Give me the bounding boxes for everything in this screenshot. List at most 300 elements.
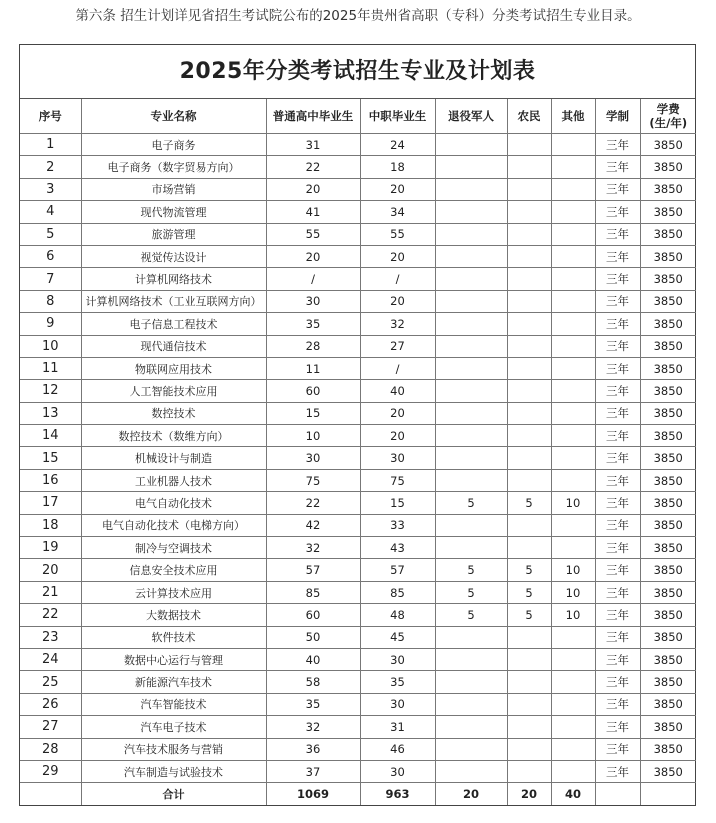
farmer-cell: 5	[507, 581, 551, 603]
regular-cell: 40	[266, 648, 360, 670]
tuition-cell: 3850	[640, 514, 696, 536]
duration-cell: 三年	[595, 335, 640, 357]
veteran-cell: 5	[435, 604, 507, 626]
header-veterans: 退役军人	[435, 99, 507, 134]
tuition-cell: 3850	[640, 425, 696, 447]
major-cell: 现代通信技术	[81, 335, 266, 357]
table-row	[20, 604, 696, 626]
farmer-cell	[507, 671, 551, 693]
table-row	[20, 380, 696, 402]
seq-cell: 20	[20, 559, 81, 581]
veteran-cell	[435, 223, 507, 245]
major-cell: 计算机网络技术	[81, 268, 266, 290]
header-duration: 学制	[595, 99, 640, 134]
other-cell	[551, 738, 595, 760]
other-cell	[551, 290, 595, 312]
other-cell	[551, 380, 595, 402]
tuition-cell: 3850	[640, 156, 696, 178]
major-cell: 视觉传达设计	[81, 245, 266, 267]
tuition-cell: 3850	[640, 178, 696, 200]
enrollment-plan-table	[20, 99, 696, 805]
vocational-cell: 20	[360, 290, 435, 312]
table-row	[20, 559, 696, 581]
regular-cell: 60	[266, 604, 360, 626]
farmer-cell	[507, 313, 551, 335]
vocational-cell: 20	[360, 178, 435, 200]
other-cell	[551, 156, 595, 178]
major-cell: 大数据技术	[81, 604, 266, 626]
regular-cell: 20	[266, 178, 360, 200]
farmer-cell	[507, 469, 551, 491]
tuition-cell: 3850	[640, 671, 696, 693]
major-cell: 汽车制造与试验技术	[81, 760, 266, 782]
tuition-cell: 3850	[640, 357, 696, 379]
duration-cell: 三年	[595, 604, 640, 626]
major-cell: 电子商务（数字贸易方向）	[81, 156, 266, 178]
major-cell: 计算机网络技术（工业互联网方向）	[81, 290, 266, 312]
major-cell: 数控技术（数维方向）	[81, 425, 266, 447]
regular-cell: 58	[266, 671, 360, 693]
duration-cell: 三年	[595, 268, 640, 290]
plan-table-frame	[19, 44, 696, 806]
other-cell	[551, 447, 595, 469]
veteran-cell	[435, 268, 507, 290]
major-cell: 电气自动化技术	[81, 492, 266, 514]
tuition-cell: 3850	[640, 245, 696, 267]
header-farmers: 农民	[507, 99, 551, 134]
other-cell: 10	[551, 559, 595, 581]
table-body	[20, 134, 696, 805]
seq-cell: 5	[20, 223, 81, 245]
table-row	[20, 335, 696, 357]
farmer-cell	[507, 514, 551, 536]
other-cell	[551, 134, 595, 156]
other-cell	[551, 469, 595, 491]
seq-cell: 23	[20, 626, 81, 648]
duration-cell: 三年	[595, 245, 640, 267]
seq-cell: 16	[20, 469, 81, 491]
vocational-cell: 24	[360, 134, 435, 156]
table-row	[20, 514, 696, 536]
veteran-cell	[435, 693, 507, 715]
tuition-cell: 3850	[640, 313, 696, 335]
regular-cell: 15	[266, 402, 360, 424]
major-cell: 电子信息工程技术	[81, 313, 266, 335]
major-cell: 数据中心运行与管理	[81, 648, 266, 670]
duration-cell: 三年	[595, 648, 640, 670]
regular-cell: 30	[266, 290, 360, 312]
tuition-cell: 3850	[640, 559, 696, 581]
farmer-cell	[507, 178, 551, 200]
tuition-cell: 3850	[640, 335, 696, 357]
veteran-cell	[435, 760, 507, 782]
duration-cell: 三年	[595, 402, 640, 424]
seq-cell: 10	[20, 335, 81, 357]
tuition-cell: 3850	[640, 648, 696, 670]
seq-cell: 19	[20, 537, 81, 559]
header-tuition-line1: 学费	[656, 102, 680, 116]
regular-cell: 55	[266, 223, 360, 245]
seq-cell: 24	[20, 648, 81, 670]
duration-cell: 三年	[595, 559, 640, 581]
total-row	[20, 783, 696, 805]
seq-cell: 3	[20, 178, 81, 200]
seq-cell: 22	[20, 604, 81, 626]
other-cell	[551, 402, 595, 424]
duration-cell: 三年	[595, 738, 640, 760]
tuition-cell: 3850	[640, 581, 696, 603]
vocational-cell: 40	[360, 380, 435, 402]
veteran-cell	[435, 716, 507, 738]
major-cell: 云计算技术应用	[81, 581, 266, 603]
veteran-cell	[435, 357, 507, 379]
veteran-cell: 5	[435, 581, 507, 603]
veteran-cell	[435, 290, 507, 312]
major-cell: 物联网应用技术	[81, 357, 266, 379]
regular-cell: 32	[266, 537, 360, 559]
tuition-cell: 3850	[640, 626, 696, 648]
seq-cell: 2	[20, 156, 81, 178]
regular-cell: 22	[266, 156, 360, 178]
veteran-cell	[435, 245, 507, 267]
farmer-cell	[507, 738, 551, 760]
seq-cell: 4	[20, 201, 81, 223]
table-row	[20, 716, 696, 738]
veteran-cell	[435, 134, 507, 156]
vocational-cell: /	[360, 268, 435, 290]
seq-cell: 25	[20, 671, 81, 693]
tuition-cell: 3850	[640, 738, 696, 760]
seq-cell: 18	[20, 514, 81, 536]
regular-cell: 36	[266, 738, 360, 760]
farmer-cell	[507, 425, 551, 447]
veteran-cell	[435, 201, 507, 223]
other-cell	[551, 693, 595, 715]
vocational-cell: 33	[360, 514, 435, 536]
veteran-cell: 5	[435, 559, 507, 581]
major-cell: 现代物流管理	[81, 201, 266, 223]
other-cell	[551, 357, 595, 379]
farmer-cell: 20	[507, 783, 551, 805]
vocational-cell: 43	[360, 537, 435, 559]
vocational-cell: 57	[360, 559, 435, 581]
other-cell: 10	[551, 604, 595, 626]
regular-cell: 85	[266, 581, 360, 603]
veteran-cell	[435, 402, 507, 424]
tuition-cell: 3850	[640, 693, 696, 715]
seq-cell: 21	[20, 581, 81, 603]
veteran-cell	[435, 447, 507, 469]
veteran-cell	[435, 335, 507, 357]
seq-cell: 26	[20, 693, 81, 715]
header-major: 专业名称	[81, 99, 266, 134]
tuition-cell: 3850	[640, 380, 696, 402]
other-cell	[551, 313, 595, 335]
regular-cell: 57	[266, 559, 360, 581]
farmer-cell	[507, 760, 551, 782]
veteran-cell	[435, 648, 507, 670]
farmer-cell	[507, 290, 551, 312]
regular-cell: 35	[266, 313, 360, 335]
duration-cell: 三年	[595, 223, 640, 245]
table-row	[20, 648, 696, 670]
veteran-cell	[435, 738, 507, 760]
other-cell	[551, 335, 595, 357]
header-tuition-line2: (生/年)	[649, 116, 688, 130]
vocational-cell: 20	[360, 245, 435, 267]
table-row	[20, 693, 696, 715]
regular-cell: 11	[266, 357, 360, 379]
farmer-cell	[507, 447, 551, 469]
duration-cell	[595, 783, 640, 805]
header-tuition	[640, 99, 696, 134]
farmer-cell: 5	[507, 559, 551, 581]
tuition-cell: 3850	[640, 537, 696, 559]
farmer-cell	[507, 134, 551, 156]
vocational-cell: 48	[360, 604, 435, 626]
farmer-cell	[507, 156, 551, 178]
header-row	[20, 99, 696, 134]
other-cell: 10	[551, 581, 595, 603]
farmer-cell	[507, 716, 551, 738]
veteran-cell	[435, 313, 507, 335]
table-row	[20, 492, 696, 514]
major-cell: 电子商务	[81, 134, 266, 156]
regular-cell: 20	[266, 245, 360, 267]
table-row	[20, 313, 696, 335]
other-cell	[551, 268, 595, 290]
major-cell: 制冷与空调技术	[81, 537, 266, 559]
regular-cell: /	[266, 268, 360, 290]
major-cell: 工业机器人技术	[81, 469, 266, 491]
table-row	[20, 178, 696, 200]
vocational-cell: 34	[360, 201, 435, 223]
table-row	[20, 201, 696, 223]
duration-cell: 三年	[595, 425, 640, 447]
veteran-cell	[435, 156, 507, 178]
seq-cell: 15	[20, 447, 81, 469]
seq-cell: 28	[20, 738, 81, 760]
duration-cell: 三年	[595, 357, 640, 379]
other-cell	[551, 760, 595, 782]
tuition-cell: 3850	[640, 134, 696, 156]
farmer-cell: 5	[507, 492, 551, 514]
table-row	[20, 469, 696, 491]
other-cell: 10	[551, 492, 595, 514]
seq-cell: 9	[20, 313, 81, 335]
seq-cell: 12	[20, 380, 81, 402]
major-cell: 汽车电子技术	[81, 716, 266, 738]
regular-cell: 75	[266, 469, 360, 491]
tuition-cell: 3850	[640, 716, 696, 738]
header-regular-graduates: 普通高中毕业生	[266, 99, 360, 134]
major-cell: 电气自动化技术（电梯方向）	[81, 514, 266, 536]
tuition-cell: 3850	[640, 492, 696, 514]
other-cell	[551, 178, 595, 200]
duration-cell: 三年	[595, 671, 640, 693]
table-row	[20, 290, 696, 312]
regular-cell: 28	[266, 335, 360, 357]
tuition-cell: 3850	[640, 447, 696, 469]
duration-cell: 三年	[595, 581, 640, 603]
regular-cell: 35	[266, 693, 360, 715]
seq-cell	[20, 783, 81, 805]
regular-cell: 1069	[266, 783, 360, 805]
duration-cell: 三年	[595, 716, 640, 738]
seq-cell: 1	[20, 134, 81, 156]
tuition-cell: 3850	[640, 290, 696, 312]
seq-cell: 11	[20, 357, 81, 379]
tuition-cell: 3850	[640, 201, 696, 223]
table-title: 2025年分类考试招生专业及计划表	[20, 45, 695, 99]
regular-cell: 10	[266, 425, 360, 447]
veteran-cell	[435, 514, 507, 536]
major-cell: 新能源汽车技术	[81, 671, 266, 693]
duration-cell: 三年	[595, 156, 640, 178]
seq-cell: 13	[20, 402, 81, 424]
intro-paragraph: 第六条 招生计划详见省招生考试院公布的2025年贵州省高职（专科）分类考试招生专业目录。	[75, 8, 641, 24]
other-cell	[551, 626, 595, 648]
major-cell: 人工智能技术应用	[81, 380, 266, 402]
vocational-cell: 55	[360, 223, 435, 245]
other-cell	[551, 716, 595, 738]
other-cell: 40	[551, 783, 595, 805]
veteran-cell	[435, 537, 507, 559]
veteran-cell	[435, 671, 507, 693]
duration-cell: 三年	[595, 626, 640, 648]
seq-cell: 6	[20, 245, 81, 267]
vocational-cell: /	[360, 357, 435, 379]
farmer-cell: 5	[507, 604, 551, 626]
other-cell	[551, 514, 595, 536]
duration-cell: 三年	[595, 290, 640, 312]
other-cell	[551, 671, 595, 693]
seq-cell: 8	[20, 290, 81, 312]
major-cell: 合计	[81, 783, 266, 805]
regular-cell: 30	[266, 447, 360, 469]
seq-cell: 7	[20, 268, 81, 290]
duration-cell: 三年	[595, 537, 640, 559]
table-row	[20, 402, 696, 424]
table-row	[20, 738, 696, 760]
table-row	[20, 671, 696, 693]
header-seq: 序号	[20, 99, 81, 134]
vocational-cell: 85	[360, 581, 435, 603]
regular-cell: 37	[266, 760, 360, 782]
duration-cell: 三年	[595, 178, 640, 200]
vocational-cell: 46	[360, 738, 435, 760]
tuition-cell	[640, 783, 696, 805]
regular-cell: 22	[266, 492, 360, 514]
regular-cell: 42	[266, 514, 360, 536]
table-row	[20, 134, 696, 156]
duration-cell: 三年	[595, 469, 640, 491]
major-cell: 旅游管理	[81, 223, 266, 245]
farmer-cell	[507, 626, 551, 648]
vocational-cell: 27	[360, 335, 435, 357]
vocational-cell: 20	[360, 402, 435, 424]
table-row	[20, 156, 696, 178]
farmer-cell	[507, 537, 551, 559]
regular-cell: 41	[266, 201, 360, 223]
major-cell: 软件技术	[81, 626, 266, 648]
major-cell: 机械设计与制造	[81, 447, 266, 469]
vocational-cell: 75	[360, 469, 435, 491]
table-row	[20, 760, 696, 782]
major-cell: 市场营销	[81, 178, 266, 200]
farmer-cell	[507, 380, 551, 402]
farmer-cell	[507, 223, 551, 245]
duration-cell: 三年	[595, 447, 640, 469]
duration-cell: 三年	[595, 492, 640, 514]
other-cell	[551, 223, 595, 245]
vocational-cell: 15	[360, 492, 435, 514]
vocational-cell: 18	[360, 156, 435, 178]
tuition-cell: 3850	[640, 402, 696, 424]
farmer-cell	[507, 648, 551, 670]
tuition-cell: 3850	[640, 268, 696, 290]
seq-cell: 29	[20, 760, 81, 782]
regular-cell: 32	[266, 716, 360, 738]
seq-cell: 27	[20, 716, 81, 738]
farmer-cell	[507, 693, 551, 715]
regular-cell: 50	[266, 626, 360, 648]
veteran-cell	[435, 380, 507, 402]
table-row	[20, 581, 696, 603]
farmer-cell	[507, 245, 551, 267]
vocational-cell: 30	[360, 760, 435, 782]
vocational-cell: 45	[360, 626, 435, 648]
other-cell	[551, 537, 595, 559]
table-row	[20, 223, 696, 245]
veteran-cell: 5	[435, 492, 507, 514]
tuition-cell: 3850	[640, 223, 696, 245]
farmer-cell	[507, 335, 551, 357]
seq-cell: 14	[20, 425, 81, 447]
vocational-cell: 31	[360, 716, 435, 738]
major-cell: 汽车技术服务与营销	[81, 738, 266, 760]
vocational-cell: 35	[360, 671, 435, 693]
regular-cell: 31	[266, 134, 360, 156]
duration-cell: 三年	[595, 693, 640, 715]
veteran-cell	[435, 469, 507, 491]
header-vocational-graduates: 中职毕业生	[360, 99, 435, 134]
major-cell: 汽车智能技术	[81, 693, 266, 715]
duration-cell: 三年	[595, 313, 640, 335]
vocational-cell: 963	[360, 783, 435, 805]
other-cell	[551, 201, 595, 223]
duration-cell: 三年	[595, 134, 640, 156]
tuition-cell: 3850	[640, 469, 696, 491]
major-cell: 信息安全技术应用	[81, 559, 266, 581]
vocational-cell: 20	[360, 425, 435, 447]
veteran-cell	[435, 425, 507, 447]
vocational-cell: 30	[360, 693, 435, 715]
other-cell	[551, 245, 595, 267]
other-cell	[551, 648, 595, 670]
duration-cell: 三年	[595, 380, 640, 402]
veteran-cell: 20	[435, 783, 507, 805]
header-other: 其他	[551, 99, 595, 134]
table-row	[20, 537, 696, 559]
table-row	[20, 245, 696, 267]
vocational-cell: 30	[360, 447, 435, 469]
table-row	[20, 626, 696, 648]
regular-cell: 60	[266, 380, 360, 402]
farmer-cell	[507, 357, 551, 379]
veteran-cell	[435, 178, 507, 200]
other-cell	[551, 425, 595, 447]
